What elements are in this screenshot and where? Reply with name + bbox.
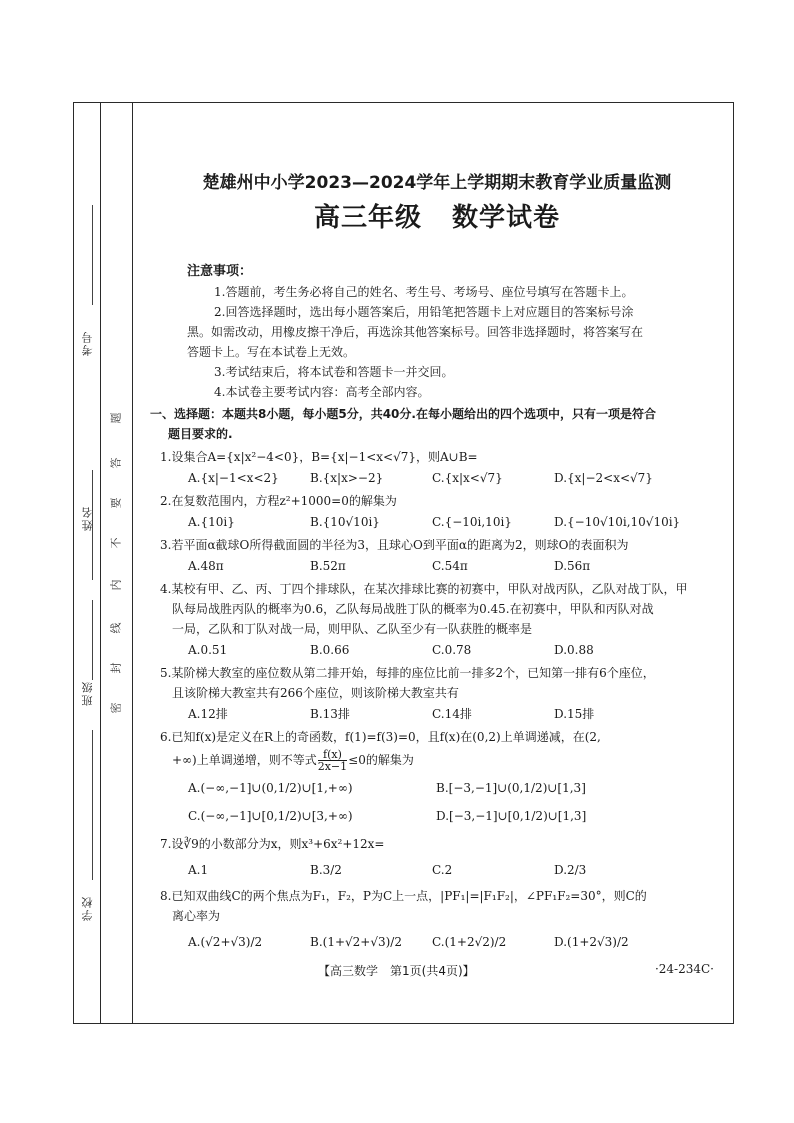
- school-label: 学校: [81, 895, 94, 921]
- stem-part: +∞)上单调递增，则不等式: [172, 753, 317, 767]
- class-line: [92, 600, 93, 680]
- question: [160, 491, 708, 532]
- option: D.[−3,−1]∪[0,1/2)∪[1,3]: [436, 809, 587, 823]
- option: D.15排: [554, 707, 595, 721]
- question-stem: 4.某校有甲、乙、丙、丁四个排球队，在某次排球比赛的初赛中，甲队对战丙队，乙队对战丁队，甲: [160, 582, 688, 596]
- question-stem: 8.已知双曲线C的两个焦点为F₁，F₂，P为C上一点，|PF₁|=|F₁F₂|，∠PF₁F₂=30°，则C的: [160, 889, 647, 903]
- option: B.52π: [310, 559, 346, 573]
- binding-line-inner: [132, 102, 133, 1024]
- school-line: [92, 730, 93, 880]
- option: B.[−3,−1]∪(0,1/2)∪[1,3]: [436, 781, 586, 795]
- option: B.{10√10i}: [310, 515, 380, 529]
- option: C.54π: [432, 559, 468, 573]
- question: [160, 886, 708, 952]
- question-stem: 离心率为: [172, 909, 221, 923]
- notice-item: 黑。如需改动，用橡皮擦干净后，再选涂其他答案标号。回答非选择题时，将答案写在: [187, 325, 644, 339]
- seal-char: 内: [109, 579, 123, 591]
- question-stem: 7.设∛9的小数部分为x，则x³+6x²+12x=: [160, 837, 385, 851]
- class-label: 班级: [81, 680, 94, 706]
- question-stem: [160, 749, 708, 772]
- option: A.1: [188, 863, 209, 877]
- section-heading-line: 一、选择题：本题共8小题，每小题5分，共40分.在每小题给出的四个选项中，只有一项是符合: [150, 407, 656, 421]
- option: B.{x|x>−2}: [310, 471, 384, 485]
- option: B.3/2: [310, 863, 342, 877]
- option: C.0.78: [432, 643, 472, 657]
- question-stem: 且该阶梯大教室共有266个座位，则该阶梯大教室共有: [172, 686, 459, 700]
- numerator: f(x): [318, 749, 347, 761]
- name-label: 姓名: [81, 505, 94, 531]
- seal-char: 密: [109, 702, 123, 714]
- notice-item: 2.回答选择题时，选出每小题答案后，用铅笔把答题卡上对应题目的答案标号涂: [214, 305, 634, 319]
- exam-title: 楚雄州中小学2023—2024学年上学期期末教育学业质量监测: [202, 173, 672, 193]
- notice-heading: 注意事项：: [187, 264, 253, 279]
- section-heading: [150, 404, 708, 444]
- seal-char: 封: [109, 662, 123, 674]
- option: A.(−∞,−1]∪(0,1/2)∪[1,+∞): [188, 781, 353, 795]
- notice-item: 答题卡上。写在本试卷上无效。: [187, 345, 356, 359]
- question: [160, 447, 708, 488]
- exam-content: [150, 262, 708, 958]
- notice-item: 1.答题前，考生务必将自己的姓名、考生号、考场号、座位号填写在答题卡上。: [214, 285, 634, 299]
- option: A.0.51: [188, 643, 228, 657]
- seal-char: 线: [109, 622, 123, 634]
- option: D.{−10√10i,10√10i}: [554, 515, 681, 529]
- question-stem: 5.某阶梯大教室的座位数从第二排开始，每排的座位比前一排多2个，已知第一排有6个座位，: [160, 666, 655, 680]
- seal-char: 题: [109, 412, 123, 424]
- question: [160, 535, 708, 576]
- option: D.56π: [554, 559, 591, 573]
- denominator: 2x−1: [317, 760, 348, 773]
- option: A.12排: [188, 707, 228, 721]
- option: C.(−∞,−1]∪[0,1/2)∪[3,+∞): [188, 809, 353, 823]
- notice-item: 3.考试结束后，将本试卷和答题卡一并交回。: [214, 365, 454, 379]
- subject-title: 数学试卷: [452, 203, 561, 233]
- grade-title: 高三年级: [313, 203, 422, 233]
- option: A.{x|−1<x<2}: [188, 471, 279, 485]
- page-number: 【高三数学 第1页(共4页)】: [318, 964, 475, 978]
- option: D.2/3: [554, 863, 587, 877]
- stem-part: ≤0的解集为: [348, 753, 414, 767]
- seal-char: 不: [109, 537, 123, 549]
- seal-char: 要: [109, 497, 123, 509]
- option: D.{x|−2<x<√7}: [554, 471, 653, 485]
- option: B.(1+√2+√3)/2: [310, 935, 402, 949]
- question-stem: 6.已知f(x)是定义在R上的奇函数，f(1)=f(3)=0，且f(x)在(0,2)上单调递减，在(2,: [160, 730, 601, 744]
- question-stem: 3.若平面α截球O所得截面圆的半径为3，且球心O到平面α的距离为2，则球O的表面积为: [160, 538, 629, 552]
- paper-code: ·24-234C·: [654, 962, 714, 976]
- exam-subtitle: [140, 197, 734, 234]
- question: [160, 834, 708, 880]
- option: D.0.88: [554, 643, 594, 657]
- section-heading-line: 题目要求的.: [168, 427, 233, 441]
- option: D.(1+2√3)/2: [554, 935, 629, 949]
- option: B.13排: [310, 707, 350, 721]
- fraction: [318, 749, 347, 772]
- question: [160, 579, 708, 660]
- option: B.0.66: [310, 643, 350, 657]
- question: [160, 727, 708, 826]
- option: A.48π: [188, 559, 224, 573]
- option: C.2: [432, 863, 453, 877]
- notice-item: 4.本试卷主要考试内容：高考全部内容。: [214, 385, 430, 399]
- option: A.{10i}: [188, 515, 235, 529]
- option: C.14排: [432, 707, 472, 721]
- question-stem: 队每局战胜丙队的概率为0.6，乙队每局战胜丁队的概率为0.45.在初赛中，甲队和丙队对战: [172, 602, 654, 616]
- option: C.(1+2√2)/2: [432, 935, 507, 949]
- question-stem: 一局，乙队和丁队对战一局，则甲队、乙队至少有一队获胜的概率是: [172, 622, 533, 636]
- question-stem: 1.设集合A={x|x²−4<0}，B={x|−1<x<√7}，则A∪B=: [160, 450, 478, 464]
- option: A.(√2+√3)/2: [188, 935, 263, 949]
- option: C.{−10i,10i}: [432, 515, 512, 529]
- exam-no-label: 考号: [81, 330, 94, 356]
- exam-no-line: [92, 205, 93, 305]
- option: C.{x|x<√7}: [432, 471, 503, 485]
- binding-line-outer: [100, 102, 101, 1024]
- question: [160, 663, 708, 724]
- seal-char: 答: [109, 457, 123, 469]
- question-stem: 2.在复数范围内，方程z²+1000=0的解集为: [160, 494, 397, 508]
